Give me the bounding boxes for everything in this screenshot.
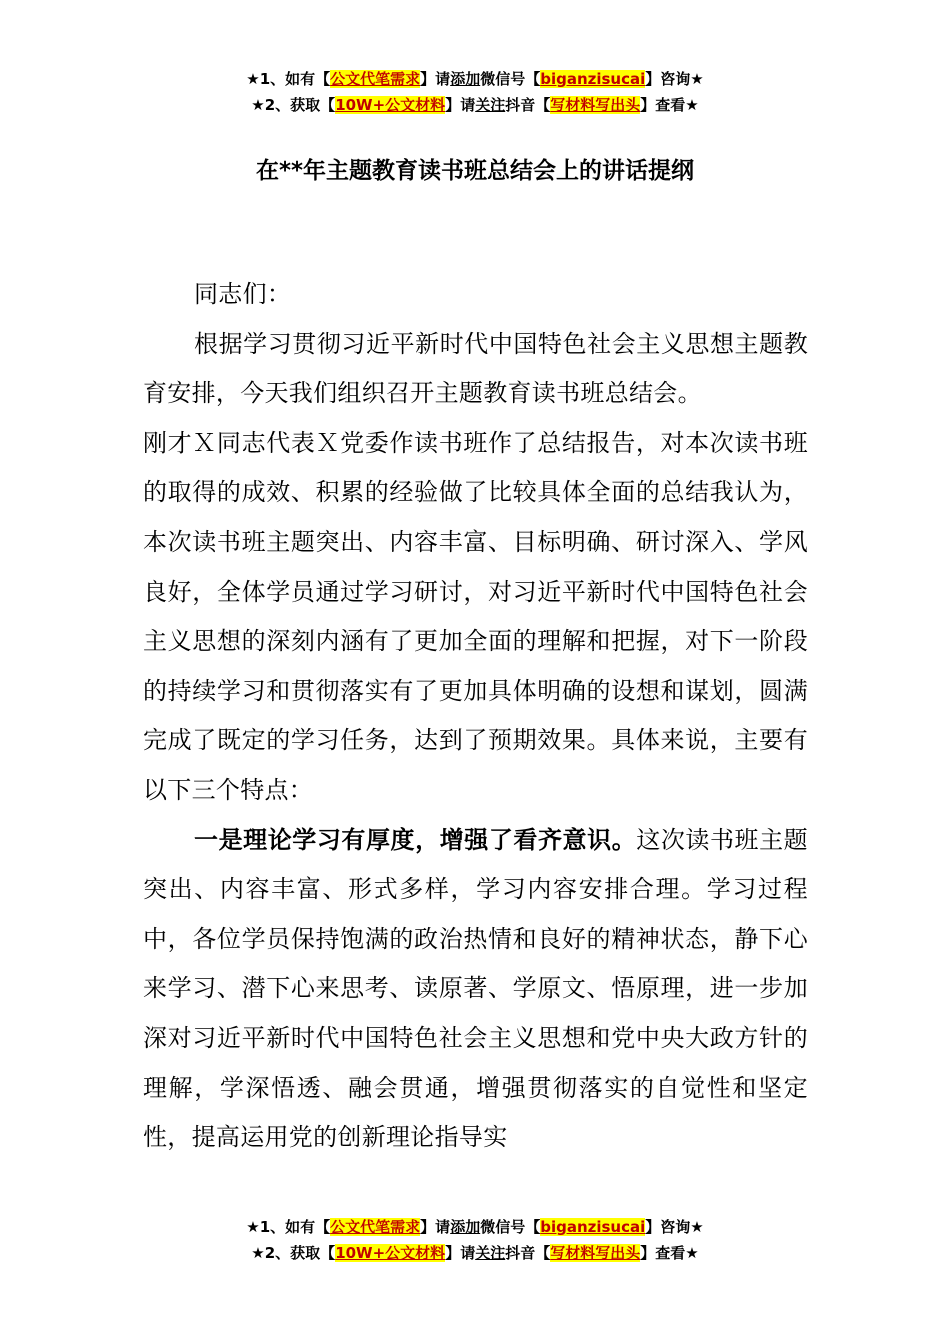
banner-underline: 关注 [475, 96, 506, 114]
banner-underline: 添加 [450, 1218, 481, 1236]
banner-text: 】请 [445, 96, 476, 114]
banner-text: 微信号【 [480, 70, 541, 88]
banner-highlight: 写材料写出头 [550, 1244, 641, 1262]
footer-banner [0, 1214, 950, 1266]
banner-text: 】请 [420, 70, 451, 88]
banner-highlight: 10W+公文材料 [335, 1244, 446, 1262]
banner-highlight: 写材料写出头 [550, 96, 641, 114]
point-heading: 一是理论学习有厚度，增强了看齐意识。 [194, 825, 637, 854]
point-text: 这次读书班主题突出、内容丰富、形式多样，学习内容安排合理。学习过程中，各位学员保持饱满的政治热情和良好的精神状态，静下心来学习、潜下心来思考、读原著、学原文、悟原理，进一步加深对习近平新时代中国特色社会主义思想和党中央大政方针的理解，学深悟透、融会贯通，增强贯彻落实的自觉性和坚定性，提高运用党的创新理论指导实 [143, 825, 808, 1152]
banner-text: 】查看★ [640, 1244, 699, 1262]
salutation: 同志们： [194, 280, 292, 308]
banner-highlight: biganzisucai [540, 70, 646, 88]
banner-text: ★1、如有【 [246, 1218, 331, 1236]
banner-underline: 关注 [475, 1244, 506, 1262]
banner-highlight: 公文代笔需求 [330, 1218, 421, 1236]
banner-text: 抖音【 [505, 1244, 551, 1262]
banner-text: ★1、如有【 [246, 70, 331, 88]
banner-text: ★2、获取【 [251, 96, 336, 114]
banner-text: ★2、获取【 [251, 1244, 336, 1262]
banner-underline: 添加 [450, 70, 481, 88]
banner-highlight: 公文代笔需求 [330, 70, 421, 88]
banner-line-2 [0, 92, 950, 118]
header-banner [0, 66, 950, 118]
banner-text: 】请 [420, 1218, 451, 1236]
document-title: 在**年主题教育读书班总结会上的讲话提纲 [255, 158, 695, 184]
banner-text: 】查看★ [640, 96, 699, 114]
document-body [143, 270, 808, 1163]
banner-text: 】咨询★ [645, 70, 704, 88]
banner-line-1 [0, 66, 950, 92]
banner-text: 】咨询★ [645, 1218, 704, 1236]
banner-highlight: 10W+公文材料 [335, 96, 446, 114]
paragraph: 根据学习贯彻习近平新时代中国特色社会主义思想主题教育安排，今天我们组织召开主题教育读书班总结会。 [143, 329, 808, 408]
banner-text: 】请 [445, 1244, 476, 1262]
banner-highlight: biganzisucai [540, 1218, 646, 1236]
banner-line-1 [0, 1214, 950, 1240]
banner-line-2 [0, 1240, 950, 1266]
banner-text: 抖音【 [505, 96, 551, 114]
paragraph: 刚才Ｘ同志代表Ｘ党委作读书班作了总结报告，对本次读书班的取得的成效、积累的经验做了比较具体全面的总结我认为，本次读书班主题突出、内容丰富、目标明确、研讨深入、学风良好，全体学员通过学习研讨，对习近平新时代中国特色社会主义思想的深刻内涵有了更加全面的理解和把握，对下一阶段的持续学习和贯彻落实有了更加具体明确的设想和谋划，圆满完成了既定的学习任务，达到了预期效果。具体来说，主要有以下三个特点： [143, 428, 808, 804]
paragraph [143, 816, 808, 1163]
banner-text: 微信号【 [480, 1218, 541, 1236]
